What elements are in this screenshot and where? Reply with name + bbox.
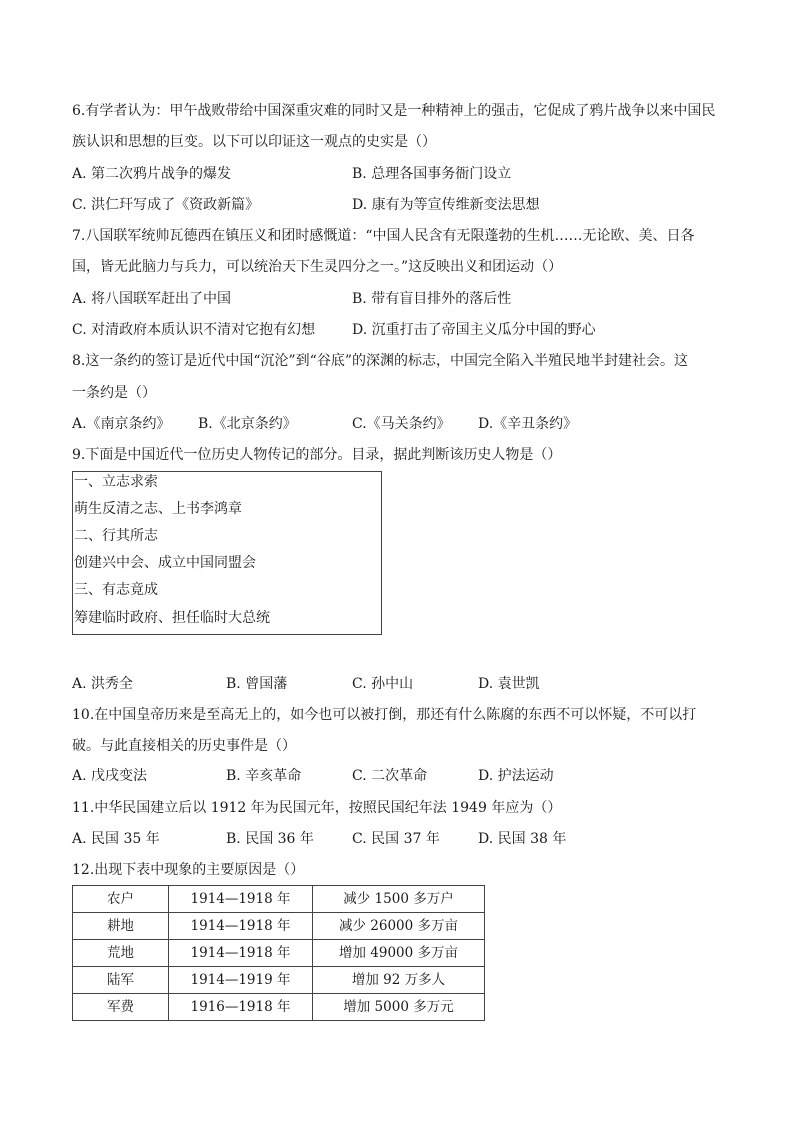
question-9-option-a: A. 洪秀全 <box>72 676 134 692</box>
table-cell-category: 陆军 <box>73 967 169 994</box>
table-cell-change: 减少 1500 多万户 <box>313 886 485 913</box>
question-6-text-line-1: 6.有学者认为：甲午战败带给中国深重灾难的同时又是一种精神上的强击，它促成了鸦片战争以来中国民 <box>72 103 716 119</box>
contents-chapter-1: 一、立志求索 <box>74 474 158 490</box>
question-11-option-d: D. 民国 38 年 <box>478 831 567 847</box>
question-7-option-b: B. 带有盲目排外的落后性 <box>352 291 512 307</box>
table-row <box>73 913 485 940</box>
question-11-option-a: A. 民国 35 年 <box>72 831 160 847</box>
question-10-option-d: D. 护法运动 <box>478 768 554 784</box>
table-cell-category: 军费 <box>73 994 169 1021</box>
table-cell-category: 农户 <box>73 886 169 913</box>
table-row <box>73 886 485 913</box>
question-7-option-d: D. 沉重打击了帝国主义瓜分中国的野心 <box>352 322 596 338</box>
statistics-table <box>72 885 485 1021</box>
table-cell-category: 耕地 <box>73 913 169 940</box>
table-cell-category: 荒地 <box>73 940 169 967</box>
table-cell-period: 1914—1919 年 <box>169 967 313 994</box>
question-10-text-line-2: 破。与此直接相关的历史事件是（） <box>72 738 296 754</box>
question-9-option-d: D. 袁世凯 <box>478 676 540 692</box>
table-row <box>73 967 485 994</box>
table-cell-change: 增加 92 万多人 <box>313 967 485 994</box>
question-6-option-c: C. 洪仁玕写成了《资政新篇》 <box>72 197 260 213</box>
question-6-text-line-2: 族认识和思想的巨变。以下可以印证这一观点的史实是（） <box>72 134 436 150</box>
question-8-option-b: B.《北京条约》 <box>198 416 297 432</box>
question-10-option-a: A. 戊戌变法 <box>72 768 148 784</box>
biography-contents-box <box>72 471 382 635</box>
contents-chapter-2-detail: 创建兴中会、成立中国同盟会 <box>74 555 256 571</box>
contents-chapter-1-detail: 萌生反清之志、上书李鸿章 <box>74 501 242 517</box>
contents-chapter-3: 三、有志竟成 <box>74 582 158 598</box>
question-11-option-b: B. 民国 36 年 <box>226 831 314 847</box>
question-9-option-b: B. 曾国藩 <box>226 676 288 692</box>
question-10-text-line-1: 10.在中国皇帝历来是至高无上的，如今也可以被打倒，那还有什么陈腐的东西不可以怀疑，不可以打 <box>72 707 697 723</box>
question-9-text-line-1: 9.下面是中国近代一位历史人物传记的部分。目录，据此判断该历史人物是（） <box>72 447 562 463</box>
question-7-text-line-2: 国，皆无此脑力与兵力，可以统治天下生灵四分之一。”这反映出义和团运动（） <box>72 259 563 275</box>
table-cell-change: 减少 26000 多万亩 <box>313 913 485 940</box>
table-cell-change: 增加 49000 多万亩 <box>313 940 485 967</box>
table-cell-period: 1916—1918 年 <box>169 994 313 1021</box>
question-6-option-a: A. 第二次鸦片战争的爆发 <box>72 166 232 182</box>
table-cell-period: 1914—1918 年 <box>169 886 313 913</box>
question-8-option-a: A.《南京条约》 <box>72 416 171 432</box>
question-11-text-line-1: 11.中华民国建立后以 1912 年为民国元年，按照民国纪年法 1949 年应为（） <box>72 800 562 816</box>
question-7-text-line-1: 7.八国联军统帅瓦德西在镇压义和团时感慨道：“中国人民含有无限蓬勃的生机……无论欧、美、日各 <box>72 228 695 244</box>
table-cell-period: 1914—1918 年 <box>169 913 313 940</box>
question-10-option-b: B. 辛亥革命 <box>226 768 302 784</box>
question-6-option-b: B. 总理各国事务衙门设立 <box>352 166 512 182</box>
question-11-option-c: C. 民国 37 年 <box>352 831 440 847</box>
table-row <box>73 940 485 967</box>
question-8-text-line-2: 一条约是（） <box>72 385 156 401</box>
table-cell-change: 增加 5000 多万元 <box>313 994 485 1021</box>
table-cell-period: 1914—1918 年 <box>169 940 313 967</box>
question-9-option-c: C. 孙中山 <box>352 676 414 692</box>
table-row <box>73 994 485 1021</box>
question-7-option-c: C. 对清政府本质认识不清对它抱有幻想 <box>72 322 316 338</box>
question-8-option-c: C.《马关条约》 <box>352 416 451 432</box>
question-8-text-line-1: 8.这一条约的签订是近代中国“沉沦”到“谷底”的深渊的标志，中国完全陷入半殖民地半封建社会。这 <box>72 353 688 369</box>
contents-chapter-2: 二、行其所志 <box>74 528 158 544</box>
question-6-option-d: D. 康有为等宣传维新变法思想 <box>352 197 540 213</box>
contents-chapter-3-detail: 筹建临时政府、担任临时大总统 <box>74 610 270 626</box>
question-10-option-c: C. 二次革命 <box>352 768 428 784</box>
question-8-option-d: D.《辛丑条约》 <box>478 416 578 432</box>
question-12-text-line-1: 12.出现下表中现象的主要原因是（） <box>72 862 305 878</box>
question-7-option-a: A. 将八国联军赶出了中国 <box>72 291 232 307</box>
